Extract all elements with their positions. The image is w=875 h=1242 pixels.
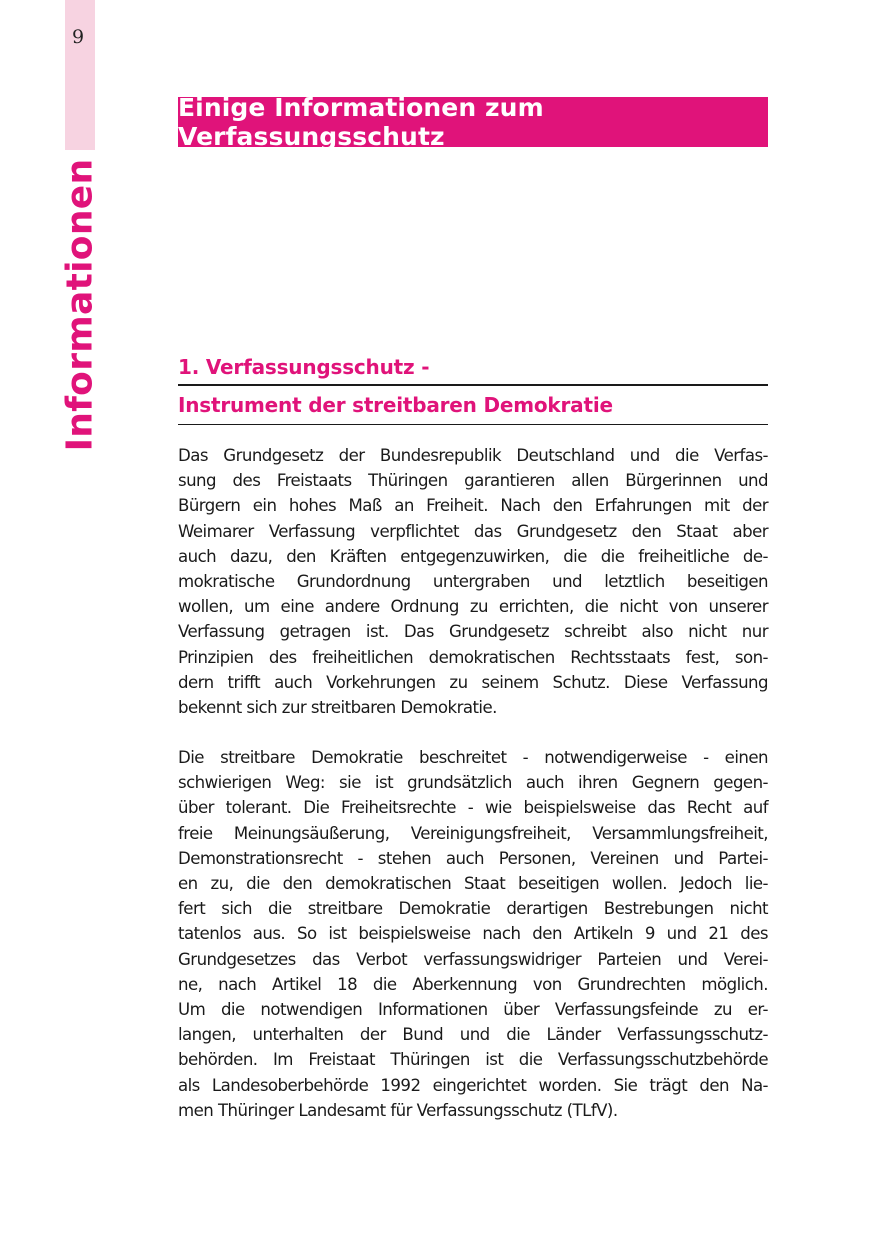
- body-text: [178, 443, 768, 1123]
- text-line: mokratische Grundordnung untergraben und letztlich beseitigen: [178, 571, 768, 591]
- text-line: über tolerant. Die Freiheitsrechte - wie beispielsweise das Recht auf: [178, 798, 768, 818]
- text-line: Bürgern ein hohes Maß an Freiheit. Nach den Erfahrungen mit der: [178, 496, 768, 516]
- text-line: als Landesoberbehörde 1992 eingerichtet worden. Sie trägt den Na-: [178, 1075, 768, 1095]
- text-line: Um die notwendigen Informationen über Verfassungsfeinde zu er-: [178, 999, 768, 1019]
- text-line: auch dazu, den Kräften entgegenzuwirken, die die freiheitliche de-: [178, 546, 768, 566]
- text-line: Die streitbare Demokratie beschreitet - notwendigerweise - einen: [178, 748, 768, 768]
- text-line: men Thüringer Landesamt für Verfassungsschutz (TLfV).: [178, 1100, 618, 1120]
- paragraph: [178, 745, 768, 1123]
- side-tab: [65, 0, 95, 150]
- text-line: bekennt sich zur streitbaren Demokratie.: [178, 697, 497, 717]
- paragraph: [178, 443, 768, 720]
- text-line: Das Grundgesetz der Bundesrepublik Deutschland und die Verfas-: [178, 446, 768, 465]
- text-line: wollen, um eine andere Ordnung zu errichten, die nicht von unserer: [178, 597, 768, 617]
- page-number: 9: [72, 26, 85, 48]
- paragraph-spacer: [178, 720, 768, 745]
- section-heading-line-1: 1. Verfassungsschutz -: [178, 350, 768, 386]
- text-line: ne, nach Artikel 18 die Aberkennung von Grundrechten möglich.: [178, 974, 768, 994]
- text-line: langen, unterhalten der Bund und die Länder Verfassungsschutz-: [178, 1025, 768, 1045]
- text-line: Grundgesetzes das Verbot verfassungswidriger Parteien und Verei-: [178, 949, 768, 969]
- text-line: Prinzipien des freiheitlichen demokratischen Rechtsstaats fest, son-: [178, 647, 768, 667]
- text-line: en zu, die den demokratischen Staat beseitigen wollen. Jedoch lie-: [178, 874, 768, 893]
- text-line: schwierigen Weg: sie ist grundsätzlich auch ihren Gegnern gegen-: [178, 773, 768, 793]
- side-section-label: Informationen: [59, 158, 101, 452]
- text-line: fert sich die streitbare Demokratie derartigen Bestrebungen nicht: [178, 899, 768, 919]
- section-heading: [178, 350, 768, 425]
- text-line: freie Meinungsäußerung, Vereinigungsfreiheit, Versammlungsfreiheit,: [178, 823, 768, 843]
- page-title: Einige Informationen zum Verfassungsschutz: [178, 97, 768, 147]
- text-line: behörden. Im Freistaat Thüringen ist die Verfassungsschutzbehörde: [178, 1050, 768, 1070]
- text-line: dern trifft auch Vorkehrungen zu seinem Schutz. Diese Verfassung: [178, 672, 768, 692]
- text-line: Demonstrationsrecht - stehen auch Personen, Vereinen und Partei-: [178, 848, 768, 868]
- text-line: tatenlos aus. So ist beispielsweise nach den Artikeln 9 und 21 des: [178, 924, 768, 944]
- text-line: Verfassung getragen ist. Das Grundgesetz schreibt also nicht nur: [178, 622, 768, 642]
- section-heading-line-2: Instrument der streitbaren Demokratie: [178, 386, 768, 425]
- text-line: Weimarer Verfassung verpflichtet das Grundgesetz den Staat aber: [178, 521, 768, 541]
- text-line: sung des Freistaats Thüringen garantieren allen Bürgerinnen und: [178, 471, 768, 491]
